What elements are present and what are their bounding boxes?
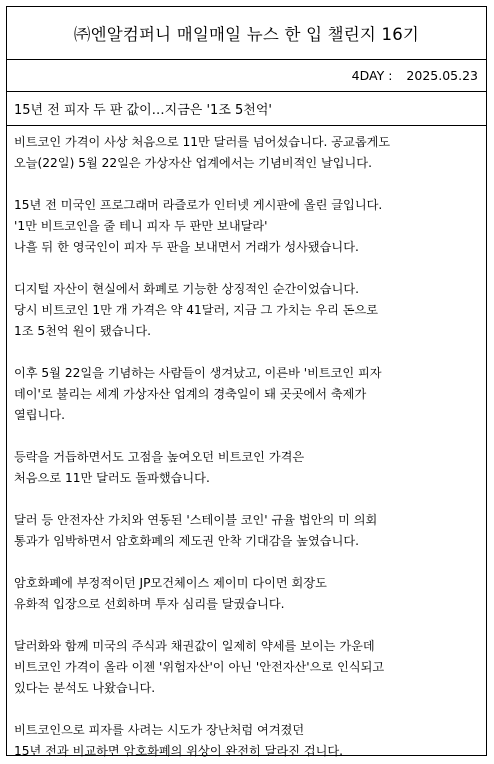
paragraph-line: 15년 전 미국인 프로그래머 라즐로가 인터넷 게시판에 올린 글입니다.	[14, 198, 383, 212]
paragraph-line: 비트코인 가격이 사상 처음으로 11만 달러를 넘어섰습니다. 공교롭게도	[14, 135, 391, 149]
paragraph-line: 통과가 임박하면서 암호화폐의 제도권 안착 기대감을 높였습니다.	[14, 534, 359, 548]
paragraph-line: 데이'로 불리는 세계 가상자산 업계의 경축일이 돼 곳곳에서 축제가	[14, 387, 367, 401]
article-paragraph	[14, 720, 478, 762]
paragraph-line: '1만 비트코인을 줄 테니 피자 두 판만 보내달라'	[14, 219, 268, 233]
page-title: ㈜엔알컴퍼니 매일매일 뉴스 한 입 챌린지 16기	[73, 25, 420, 44]
paragraph-line: 있다는 분석도 나왔습니다.	[14, 681, 156, 695]
article-paragraph	[14, 447, 478, 489]
news-sheet	[6, 6, 487, 756]
article-paragraph	[14, 573, 478, 615]
paragraph-line: 오늘(22일) 5월 22일은 가상자산 업계에서는 기념비적인 날입니다.	[14, 156, 372, 170]
paragraph-line: 달러화와 함께 미국의 주식과 채권값이 일제히 약세를 보이는 가운데	[14, 639, 375, 653]
headline: 15년 전 피자 두 판 값이…지금은 '1조 5천억'	[14, 103, 272, 118]
paragraph-line: 이후 5월 22일을 기념하는 사람들이 생겨났고, 이른바 '비트코인 피자	[14, 366, 382, 380]
article-paragraph	[14, 132, 478, 174]
day-label: 4DAY :	[351, 68, 393, 83]
paragraph-line: 달러 등 안전자산 가치와 연동된 '스테이블 코인' 규율 법안의 미 의회	[14, 513, 378, 527]
article-body	[7, 126, 486, 762]
article-paragraph	[14, 363, 478, 426]
paragraph-line: 등락을 거듭하면서도 고점을 높여오던 비트코인 가격은	[14, 450, 305, 464]
paragraph-line: 디지털 자산이 현실에서 화폐로 기능한 상징적인 순간이었습니다.	[14, 282, 359, 296]
article-paragraph	[14, 279, 478, 342]
paragraph-line: 비트코인 가격이 올라 이젠 '위험자산'이 아닌 '안전자산'으로 인식되고	[14, 660, 385, 674]
headline-row	[7, 92, 486, 126]
date-row	[7, 60, 486, 92]
paragraph-line: 처음으로 11만 달러도 돌파했습니다.	[14, 471, 210, 485]
paragraph-line: 나흘 뒤 한 영국인이 피자 두 판을 보내면서 거래가 성사됐습니다.	[14, 240, 359, 254]
date-value: 2025.05.23	[406, 68, 478, 83]
paragraph-line: 암호화폐에 부정적이던 JP모건체이스 제이미 다이먼 회장도	[14, 576, 327, 590]
paragraph-line: 비트코인으로 피자를 사려는 시도가 장난처럼 여겨졌던	[14, 723, 305, 737]
article-paragraph	[14, 195, 478, 258]
paragraph-line: 당시 비트코인 1만 개 가격은 약 41달러, 지금 그 가치는 우리 돈으로	[14, 303, 379, 317]
paragraph-line: 15년 전과 비교하면 암호화폐의 위상이 완전히 달라진 겁니다.	[14, 744, 344, 758]
title-row	[7, 7, 486, 60]
article-paragraph	[14, 510, 478, 552]
paragraph-line: 유화적 입장으로 선회하며 투자 심리를 달궜습니다.	[14, 597, 285, 611]
paragraph-line: 열립니다.	[14, 408, 65, 422]
paragraph-line: 1조 5천억 원이 됐습니다.	[14, 324, 151, 338]
article-paragraph	[14, 636, 478, 699]
